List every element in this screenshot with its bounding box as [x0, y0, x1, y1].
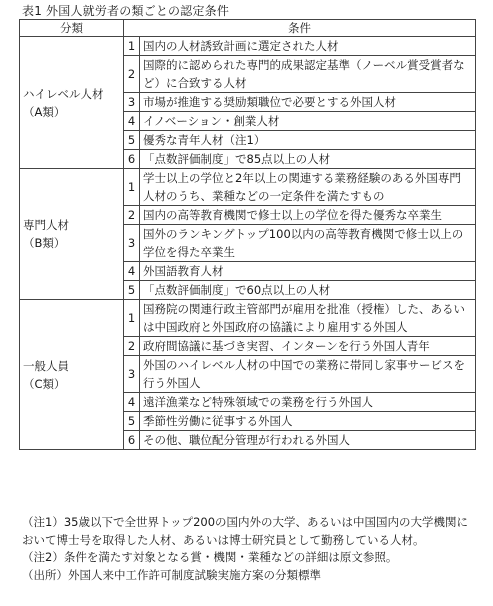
note-2: （注2）条件を満たす対象となる賞・機関・業種などの詳細は原文参照。 [22, 550, 398, 564]
condition-text: 国外のランキングトップ100以内の高等教育機関で修士以上の学位を得た卒業生 [140, 225, 476, 262]
item-number: 2 [124, 56, 140, 93]
table-title: 表1 外国人就労者の類ごとの認定条件 [22, 4, 230, 18]
table-row [20, 169, 476, 206]
category-code: （C類） [23, 376, 66, 391]
notes [22, 514, 478, 584]
table-row [20, 37, 476, 56]
condition-text: 「点数評価制度」で60点以上の人材 [140, 281, 476, 300]
condition-text: 「点数評価制度」で85点以上の人材 [140, 150, 476, 169]
item-number: 1 [124, 37, 140, 56]
item-number: 2 [124, 337, 140, 356]
condition-text: 国内の人材誘致計画に選定された人材 [140, 37, 476, 56]
table-row [20, 300, 476, 337]
item-number: 3 [124, 93, 140, 112]
condition-text: 政府間協議に基づき実習、インターンを行う外国人青年 [140, 337, 476, 356]
item-number: 1 [124, 169, 140, 206]
note-1: （注1）35歳以下で全世界トップ200の国内外の大学、あるいは中国国内の大学機関において博士号を取得した人材、あるいは博士研究員として勤務している人材。 [22, 515, 469, 547]
condition-text: 国内の高等教育機関で修士以上の学位を得た優秀な卒業生 [140, 206, 476, 225]
condition-text: その他、職位配分管理が行われる外国人 [140, 431, 476, 450]
condition-text: 優秀な青年人材（注1） [140, 131, 476, 150]
item-number: 3 [124, 225, 140, 262]
header-category: 分類 [20, 20, 124, 37]
item-number: 4 [124, 262, 140, 281]
item-number: 6 [124, 431, 140, 450]
category-code: （A類） [23, 104, 66, 119]
category-cell [20, 300, 124, 450]
condition-text: イノベーション・創業人材 [140, 112, 476, 131]
criteria-table [19, 19, 476, 450]
condition-text: 外国語教育人材 [140, 262, 476, 281]
item-number: 4 [124, 393, 140, 412]
category-name: 一般人員 [23, 358, 69, 373]
header-conditions: 条件 [124, 20, 476, 37]
category-name: ハイレベル人材 [23, 86, 104, 101]
item-number: 5 [124, 412, 140, 431]
source-note: （出所）外国人来中工作許可制度試験実施方案の分類標準 [22, 567, 321, 582]
condition-text: 遠洋漁業など特殊領域での業務を行う外国人 [140, 393, 476, 412]
item-number: 3 [124, 356, 140, 393]
condition-text: 学士以上の学位と2年以上の関連する業務経験のある外国専門人材のうち、業種などの一定条件を満たすもの [140, 169, 476, 206]
category-name: 専門人材 [23, 218, 69, 232]
item-number: 4 [124, 112, 140, 131]
item-number: 1 [124, 300, 140, 337]
item-number: 5 [124, 131, 140, 150]
item-number: 6 [124, 150, 140, 169]
category-cell [20, 37, 124, 169]
condition-text: 国際的に認められた専門的成果認定基準（ノーベル賞受賞者など）に合致する人材 [140, 56, 476, 93]
condition-text: 市場が推進する奨励類職位で必要とする外国人材 [140, 93, 476, 112]
item-number: 5 [124, 281, 140, 300]
condition-text: 季節性労働に従事する外国人 [140, 412, 476, 431]
category-code: （B類） [23, 236, 66, 250]
table-body [20, 37, 476, 450]
item-number: 2 [124, 206, 140, 225]
category-cell [20, 169, 124, 300]
condition-text: 外国のハイレベル人材の中国での業務に帯同し家事サービスを行う外国人 [140, 356, 476, 393]
condition-text: 国務院の関連行政主管部門が雇用を批准（授権）した、あるいは中国政府と外国政府の協議により雇用する外国人 [140, 300, 476, 337]
